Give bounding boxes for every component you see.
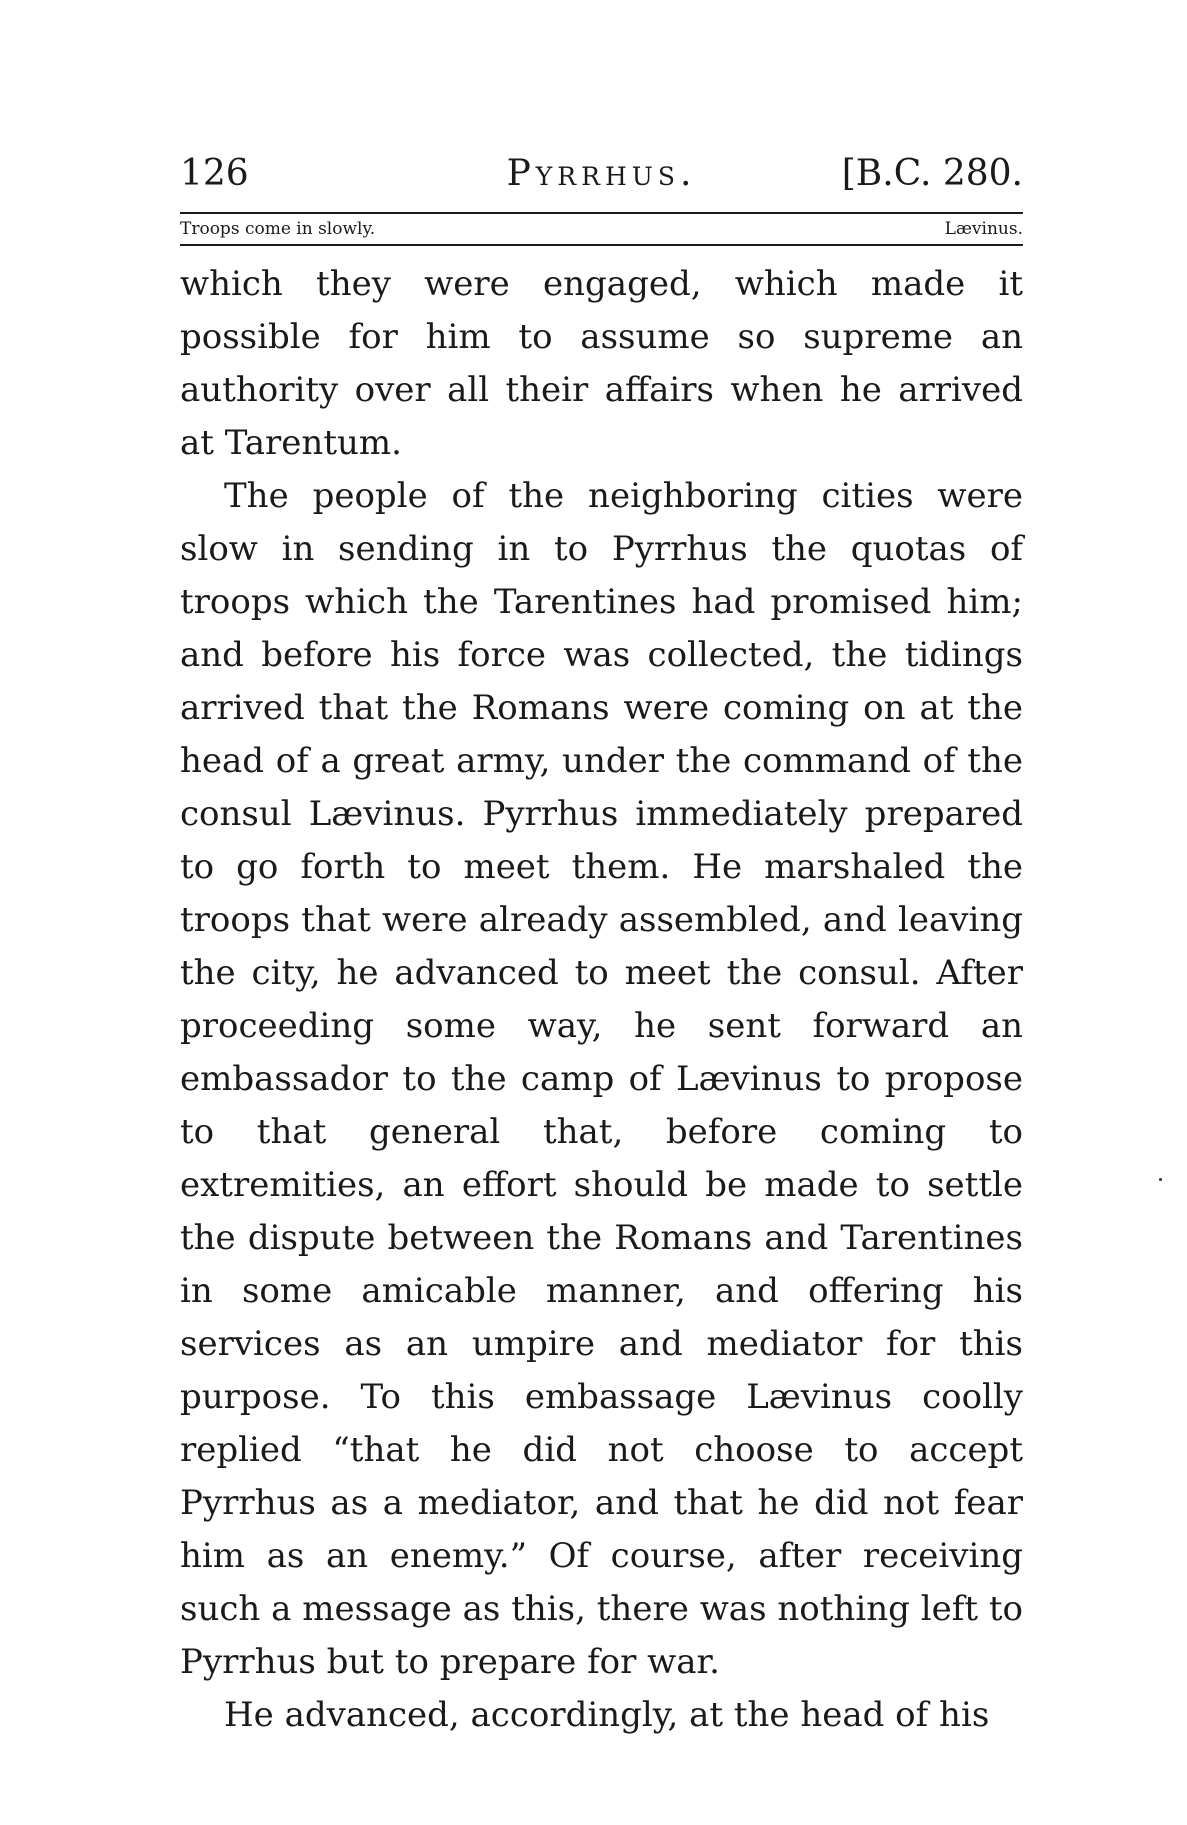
paragraph-continued: which they were engaged, which made it possible for him to assume so supreme an authority over all their affairs when he arrived at Tarentum. [180,264,1023,463]
book-page [180,150,1023,1742]
sidenote-left: Troops come in slowly. [180,219,376,239]
page-number: 126 [180,153,249,194]
date-reference: [B.C. 280. [841,153,1023,194]
running-title: Pyrrhus. [506,153,697,194]
body-text [180,258,1023,1742]
paragraph: The people of the neighboring cities were slow in sending in to Pyrrhus the quotas of troops which the Tarentines had promised him; and before his force was collected, the tidings arrived that the Romans were coming on at the head of a great army, under the command of the consul Lævinus. Pyrrhus immediately prepared to go forth to meet them. He marshaled the troops that were already assembled, and leaving the city, he advanced to meet the consul. After proceeding some way, he sent forward an embassador to the camp of Lævinus to propose to that general that, before coming to extremities, an effort should be made to settle the dispute between the Romans and Tarentines in some amicable manner, and offering his services as an umpire and mediator for this purpose. To this embassage Lævinus coolly replied “that he did not choose to accept Pyrrhus as a mediator, and that he did not fear him as an enemy.” Of course, after receiving such a message as this, there was nothing left to Pyrrhus but to prepare for war. [180,476,1023,1682]
paragraph: He advanced, accordingly, at the head of his [224,1695,990,1735]
marginal-notes [180,214,1023,244]
sidenote-rule [180,244,1023,246]
print-speck [1159,1178,1162,1181]
sidenote-right: Lævinus. [944,219,1023,239]
running-head [180,150,1023,198]
